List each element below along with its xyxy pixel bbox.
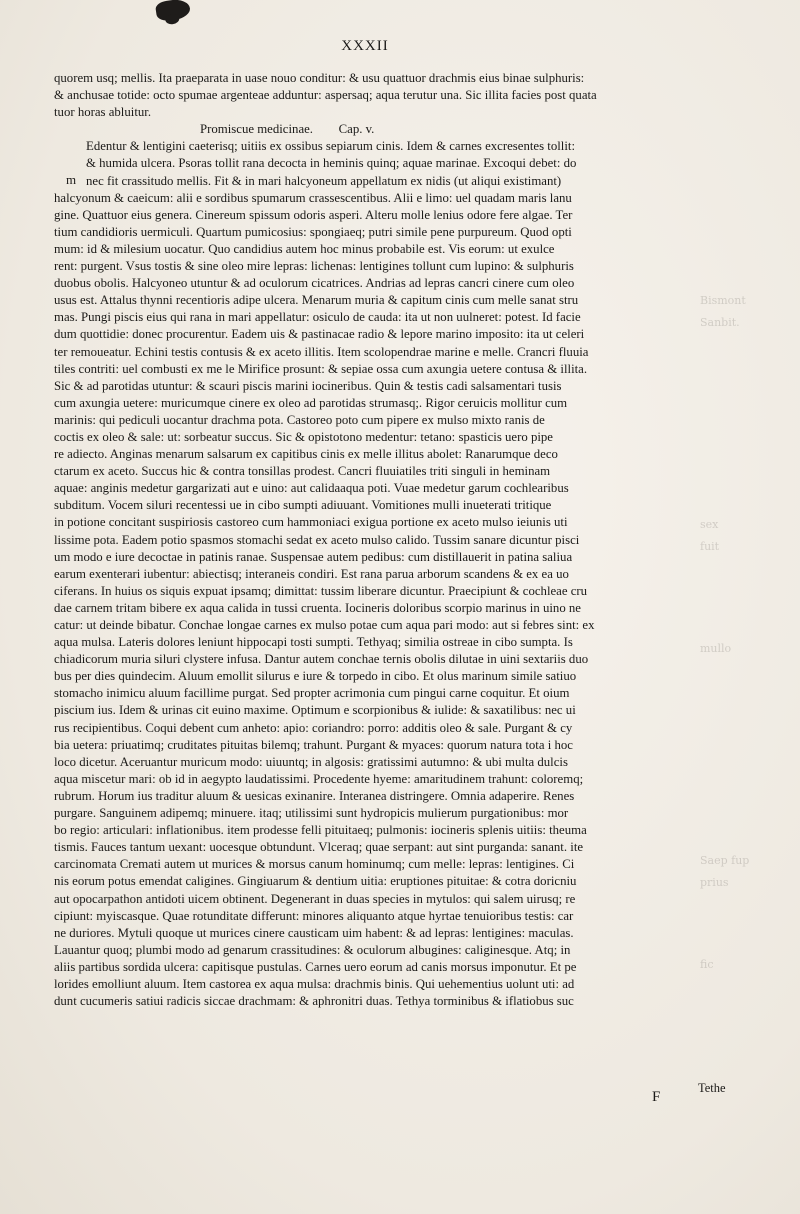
- text-line: usus est. Attalus thynni recentioris adipe ulcera. Menarum muria & capitum cinis cum melle sanat stru: [54, 293, 579, 308]
- bleed-through-word: sex: [700, 518, 719, 531]
- text-line: quorem usq; mellis. Ita praeparata in uase nouo conditur: & usu quattuor drachmis eius binae sulphuris:: [54, 71, 585, 85]
- text-line: bus per dies quindecim. Aluum emollit silurus e iure & torpedo in cibo. Et olus marinum simile satiuo: [54, 669, 577, 684]
- text-line: rubrum. Horum ius traditur aluum & uesicas exinanire. Interanea distringere. Omnia adaperire. Renes: [54, 788, 575, 803]
- text-line: mum: id & milesium uocatur. Quo candidius autem hoc minus probabile est. Vis eorum: ut exulce: [54, 241, 555, 256]
- bleed-through-word: prius: [700, 876, 729, 889]
- bleed-through-word: mullo: [700, 642, 732, 655]
- text-line: piscium ius. Idem & urinas cit euino maxime. Optimum e scorpionibus & iulide: & saxatilibus: nec ui: [54, 703, 576, 718]
- text-line: subditum. Vocem siluri recentessi ue in cibo sumpti adiuuant. Vomitiones mulli inueterati tritique: [54, 498, 552, 513]
- text-line: tiles contriti: uel combusti ex me le Mirifice prosunt: & sepiae ossa cum axungia uetere contusa & illita.: [54, 361, 588, 376]
- text-line: catur: ut deinde bibatur. Conchae longae carnes ex mulso potae cum aqua pari modo: aut si febres sint: ex: [54, 618, 595, 632]
- text-line: gine. Quattuor eius genera. Cinereum spissum odoris asperi. Alteru molle lenius odore fere algae. Ter: [54, 207, 573, 222]
- catchword: Tethe: [698, 1081, 726, 1095]
- text-line: tismis. Fauces tantum uexant: uocesque obtundunt. Vlceraq; quae serpant: aut sint purganda: sanant. ite: [54, 840, 584, 855]
- text-line: rent: purgent. Vsus tostis & sine oleo mire lepras: lichenas: lentigines tollunt cum lupino: & sulphuris: [54, 259, 574, 274]
- text-line: [54, 1027, 704, 1044]
- ink-blot-stain: [155, 0, 191, 22]
- text-line: dae carnem tritam bibere ex aqua calida in tussi cruenta. Iocineris doloribus scorpio marinus in uino ne: [54, 600, 581, 615]
- text-line: Sic & ad parotidas utuntur: & scauri piscis marini iocineribus. Quin & testis cadi salsamentari tusis: [54, 378, 562, 393]
- text-line: dum quottidie: donec procurentur. Eadem uis & pastinacae radio & lepore marino imposito: ita ut celeri: [54, 327, 585, 342]
- chapter-heading: Promiscue medicinae. Cap. v.: [200, 122, 375, 137]
- text-line: lissime pota. Eadem potio spasmos stomachi sedat ex aceto mulso calido. Tussim sanare dicuntur pisci: [54, 532, 580, 547]
- text-line: duobus obolis. Halcyoneo utuntur & ad oculorum cicatrices. Andrias ad lepras cancri cinere cum oleo: [54, 276, 575, 291]
- text-line: Lauantur quoq; plumbi modo ad genarum crassitudines: & oculorum albugines: caliginesque. Atq; in: [54, 942, 571, 957]
- text-line: carcinomata Cremati autem ut murices & morsus canum hominumq; cum melle: lepras: lentigines. Ci: [54, 857, 575, 872]
- text-line: coctis ex oleo & sale: ut: sorbeatur succus. Sic & opistotono medentur: tetano: spasticis uero pipe: [54, 429, 553, 444]
- folio-number: XXXII: [341, 38, 389, 54]
- bleed-through-word: fuit: [700, 540, 720, 553]
- text-line: aut opocarpathon antidoti uicem obtinent. Degenerant in duas species in mytulos: qui salem uirusq; re: [54, 891, 576, 906]
- text-line: nis eorum potus emendat caligines. Gingiuarum & dentium uitia: eruptiones pituitae: & cotra doricniu: [54, 874, 577, 889]
- text-line: lorides emolliunt aluum. Item castorea ex aqua mulsa: drachmis binis. Qui uehementius uolunt uti: ad: [54, 976, 575, 991]
- text-line: chiadicorum muria siluri clystere infusa. Dantur autem conchae ternis obolis dilutae in uini sextariis duo: [54, 652, 589, 667]
- text-line: stomacho inimicu aluum facillime purgat. Sed propter acrimonia cum pingui carne coquitur. Et oium: [54, 686, 570, 701]
- bleed-through-word: Sanbit.: [700, 316, 740, 329]
- text-line: mas. Pungi piscis eius qui rana in mari appellatur: osiculo de cauda: ita ut non uulneret: potest. Id facie: [54, 310, 581, 325]
- text-line: aqua miscetur mari: ob id in aegypto laudatissimi. Procedente hyeme: amaritudinem trahunt: coloremq;: [54, 771, 584, 786]
- text-line: earum exenterari iubentur: abiectisq; interaneis condiri. Est rana parua arborum scandens & ex ea uo: [54, 566, 569, 581]
- text-line: loco dicetur. Aceruantur muricum modo: uiuuntq; in algosis: gratissimi autumno: & ubi multa dulcis: [54, 754, 568, 769]
- text-line: aqua mulsa. Lateris dolores leniunt hippocapi tosti sumpti. Tethyaq; similia ostreae in cibo sumpta. Is: [54, 635, 573, 650]
- text-line: um modo e iure decoctae in patinis ranae. Suspensae autem pedibus: cum distillauerit in patina saliua: [54, 549, 573, 564]
- text-line: dunt cucumeris satiui radicis siccae drachmam: & aphronitri duas. Tethya torminibus & iflatiobus suc: [54, 994, 574, 1009]
- signature-mark: F: [652, 1089, 661, 1105]
- bleed-through-text: [700, 280, 800, 1100]
- text-line: & humida ulcera. Psoras tollit rana decocta in heminis quinq; aquae marinae. Excoqui debet: do: [86, 156, 577, 171]
- text-line: rus recipientibus. Coqui debent cum anheto: apio: coriandro: porro: additis oleo & sale. Purgant & cy: [54, 720, 573, 735]
- text-line: re adiecto. Anginas menarum salsarum ex capitibus cinis ex melle illitus abolet: Ranarumque deco: [54, 447, 558, 462]
- text-line: [54, 1010, 704, 1027]
- margin-letter: m: [66, 172, 77, 187]
- text-line: aquae: anginis medetur gargarizati aut e uino: aut calidaaqua poti. Vuae medetur garum cochlearibus: [54, 481, 569, 496]
- text-line: ne duriores. Mytuli quoque ut murices cinere causticam uim habent: & ad lepras: lentigines: maculas.: [54, 925, 574, 940]
- bleed-through-word: Bismont: [700, 294, 746, 307]
- text-line: cum axungia uetere: muricumque cinere ex oleo ad parotidas strumasq;. Rigor ceruicis mollitur cum: [54, 395, 568, 410]
- text-line: ctarum ex aceto. Succus hic & contra tonsillas prodest. Cancri fluuiatiles triti singuli in heminam: [54, 464, 551, 479]
- text-line: purgare. Sanguinem adipemq; minuere. itaq; utilissimi sunt hydropicis mulierum purgationibus: mor: [54, 806, 569, 821]
- text-line: cipiunt: myiscasque. Quae rotunditate differunt: minores aliquanto atque hyrtae tenuioribus testis: car: [54, 908, 574, 923]
- text-line: & anchusae totide: octo spumae argenteae adduntur: aspersaq; aqua terutur una. Sic illita facies post quata: [54, 88, 597, 103]
- text-line: bia uetera: priuatimq; cruditates pituitas bilemq; trahunt. Purgant & myaces: quorum natura tota i hoc: [54, 737, 573, 752]
- bleed-through-word: fic: [700, 958, 714, 971]
- bleed-through-word: Saep fup: [700, 854, 750, 867]
- text-line: tium candidioris uermiculi. Quartum pumicosius: spongiaeq; putri simile pene purpureum. Quod opti: [54, 224, 572, 239]
- text-line: Edentur & lentigini caeterisq; uitiis ex ossibus sepiarum cinis. Idem & carnes excresentes tollit:: [86, 139, 576, 154]
- text-line: in potione concitant suspiriosis castoreo cum hammoniaci exigua portione ex aceto mulso ieiunis uti: [54, 515, 568, 530]
- text-line: ter remoueatur. Echini testis contusis & ex aceto illitis. Item scolopendrae marine e melle. Crancri fluuia: [54, 344, 589, 359]
- text-line: halcyonum & caeicum: alii e sordibus spumarum crassescentibus. Alii e limo: uel quadam maris lanu: [54, 190, 572, 205]
- text-line: ciferans. In huius os siquis expuat ipsamq; dimittat: tussim liberare dicuntur. Praecipiunt & cochleae cru: [54, 583, 588, 598]
- text-line: aliis partibus sordida ulcera: capitisque pustulas. Carnes uero eorum ad canis morsus imponutur. Et pe: [54, 959, 577, 974]
- text-line: bo regio: articulari: inflationibus. item prodesse felli pituitaeq; pulmonis: iocineris splenis uitiis: theuma: [54, 823, 587, 838]
- body-text: [54, 70, 704, 1044]
- text-line: marinis: qui pediculi uocantur drachma pota. Castoreo poto cum pipere ex mulso mixto ranis de: [54, 412, 545, 427]
- text-line: nec fit crassitudo mellis. Fit & in mari halcyoneum appellatum ex nidis (ut aliqui existimant): [86, 173, 562, 188]
- text-line: tuor horas abluitur.: [54, 105, 152, 120]
